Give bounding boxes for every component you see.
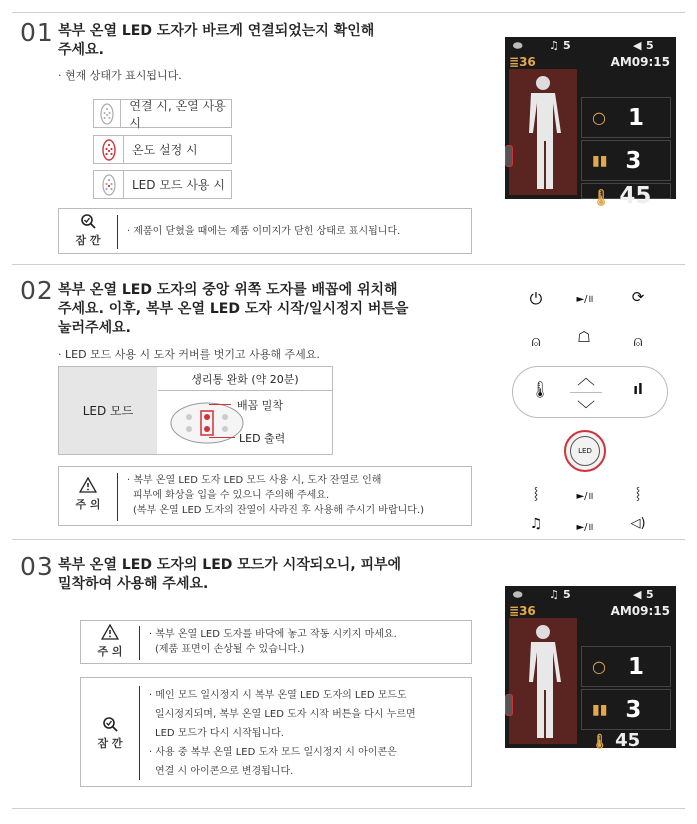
screen-temp-value: 🌡 45 (591, 183, 652, 209)
warning-label: 주 의 (75, 498, 101, 511)
step-2-title-line2: 주세요. 이후, 복부 온열 LED 도자 시작/일시정지 버튼을 (58, 301, 409, 317)
volume-value: 5 (646, 39, 654, 52)
divider-1 (12, 264, 685, 265)
tip-icon-label (59, 213, 117, 248)
play-pause-button-2[interactable]: ►/॥ (576, 491, 594, 502)
status-option-temperature (93, 135, 232, 164)
step-number-3: 03 (20, 552, 54, 581)
screen-row-level: ▮▮ 3 (581, 140, 671, 181)
power-button[interactable]: ⏻ (529, 289, 543, 308)
tip-text: · 제품이 닫혔을 때에는 제품 이미지가 닫힌 상태로 표시됩니다. (127, 226, 401, 237)
tip-separator (139, 686, 140, 780)
callout-navel-line (209, 404, 231, 405)
screen-status-bar: ⬬ ♫ 5 ◀ 5 (513, 39, 654, 52)
warning-triangle-icon (101, 624, 119, 640)
play-pause-button-3[interactable]: ►/॥ (576, 522, 594, 533)
step-number-2: 02 (20, 276, 54, 305)
tip-label: 잠 깐 (75, 234, 101, 247)
warning-box-3 (80, 620, 472, 664)
screen-row-level: ▮▮ 3 (581, 689, 671, 730)
down-arrow-button[interactable]: ﹀ (577, 400, 595, 421)
led-pad-diagram-icon (167, 397, 247, 449)
heat-pad-led-icon (94, 171, 124, 198)
level-button[interactable]: ıl (633, 382, 643, 398)
pad-indicator (505, 694, 513, 716)
user-right-button[interactable]: ⍝ (633, 332, 643, 350)
clock: AM09:15 (610, 55, 670, 69)
step-1-title-line1: 복부 온열 LED 도자가 바르게 연결되었는지 확인해 (58, 23, 375, 39)
status-option-connected (93, 99, 232, 128)
screen-status-bar: ⬬ ♫ 5 ◀ 5 (513, 588, 654, 601)
screen-temp-value: 🌡 45 (591, 730, 641, 751)
led-mode-label: LED 모드 (59, 367, 157, 454)
body-scan-button[interactable]: ☖ (577, 328, 591, 346)
body-figure-area (509, 618, 577, 744)
mode-cycle-button[interactable]: ⟳ (631, 288, 645, 306)
music-button[interactable]: ♫ (529, 516, 543, 532)
led-mode-table (58, 366, 333, 455)
signal-value: 5 (563, 588, 571, 601)
bottom-divider (12, 808, 685, 809)
mode-code: ≣36 (509, 55, 536, 69)
up-arrow-button[interactable]: ︿ (577, 368, 595, 389)
warning-icon-label (81, 624, 139, 659)
pad-indicator (505, 145, 513, 167)
warning-separator (117, 473, 118, 521)
volume-value: 5 (646, 588, 654, 601)
step-3-title-line1: 복부 온열 LED 도자의 LED 모드가 시작되오니, 피부에 (58, 557, 402, 573)
warning-icon-label (59, 477, 117, 512)
led-button[interactable] (564, 430, 606, 472)
step-2-title-line1: 복부 온열 LED 도자의 중앙 위쪽 도자를 배꼽에 위치해 (58, 282, 398, 298)
warning-separator (139, 626, 140, 660)
step-2-note: · LED 모드 사용 시 도자 커버를 벗기고 사용해 주세요. (58, 348, 320, 361)
tip-box-3 (80, 677, 472, 787)
body-figure-area (509, 69, 577, 195)
status-option-led (93, 170, 232, 199)
tip-text: · 메인 모드 일시정지 시 복부 온열 LED 도자의 LED 모드도 일시정지되며, 복부 온열 LED 도자 시작 버튼을 다시 누르면 LED 모드가 다시 시작됩니다. · 사용 중 복부 온열 LED 도자 모드 일시정지 시 아이콘은 연결 시 아이콘으로 변경됩니다. (149, 690, 416, 777)
divider-2 (12, 539, 685, 540)
magnifier-check-icon (102, 716, 118, 732)
thermometer-button[interactable]: 🌡 (530, 380, 551, 399)
dpad-divider (570, 392, 602, 393)
speaker-button[interactable]: ◁) (630, 516, 646, 531)
vibration-right-button[interactable]: ⸾ (635, 486, 641, 500)
remote-control (510, 284, 670, 534)
top-divider (12, 12, 685, 13)
callout-led-line (209, 437, 235, 438)
clock: AM09:15 (610, 604, 670, 618)
tip-icon-label (81, 716, 139, 751)
status-option-label: 연결 시, 온열 사용 시 (129, 98, 226, 130)
step-1-title-line2: 주세요. (58, 42, 104, 58)
device-screen-2 (505, 586, 676, 751)
callout-navel: 배꼽 밀착 (237, 399, 284, 412)
tip-label: 잠 깐 (97, 737, 123, 750)
screen-row-intensity: ○ 1 (581, 97, 671, 138)
led-button-inner: LED (570, 436, 600, 466)
heat-pad-outline-icon (94, 100, 121, 127)
warning-triangle-icon (79, 477, 97, 493)
step-1-note: · 현재 상태가 표시됩니다. (58, 69, 182, 82)
magnifier-check-icon (80, 213, 96, 229)
signal-value: 5 (563, 39, 571, 52)
step-3-title-line2: 밀착하여 사용해 주세요. (58, 576, 209, 592)
heat-pad-red-icon (94, 136, 124, 163)
user-left-button[interactable]: ⍝ (531, 332, 541, 350)
callout-led: LED 출력 (239, 432, 286, 445)
status-option-label: LED 모드 사용 시 (132, 178, 225, 192)
warning-text: · 복부 온열 LED 도자를 바닥에 놓고 작동 시키지 마세요. (제품 표면이 손상될 수 있습니다.) (149, 629, 397, 655)
screen-row-intensity: ○ 1 (581, 646, 671, 687)
tip-separator (117, 215, 118, 249)
warning-label: 주 의 (97, 645, 123, 658)
led-mode-desc: 생리통 완화 (약 20분) (158, 367, 332, 391)
status-option-label: 온도 설정 시 (132, 143, 198, 157)
step-2-title-line3: 눌러주세요. (58, 320, 131, 336)
warning-text: · 복부 온열 LED 도자 LED 모드 사용 시, 도자 잔열로 인해 피부에 화상을 입을 수 있으니 주의해 주세요. (복부 온열 LED 도자의 잔열이 사라진 후 사용해 주시기 바랍니다.) (127, 475, 425, 516)
step-number-1: 01 (20, 18, 54, 47)
warning-box-2 (58, 466, 472, 526)
tip-box-1 (58, 208, 472, 254)
vibration-left-button[interactable]: ⸾ (533, 486, 539, 500)
device-screen-1 (505, 37, 676, 209)
play-pause-button[interactable]: ►/॥ (576, 294, 594, 305)
mode-code: ≣36 (509, 604, 536, 618)
